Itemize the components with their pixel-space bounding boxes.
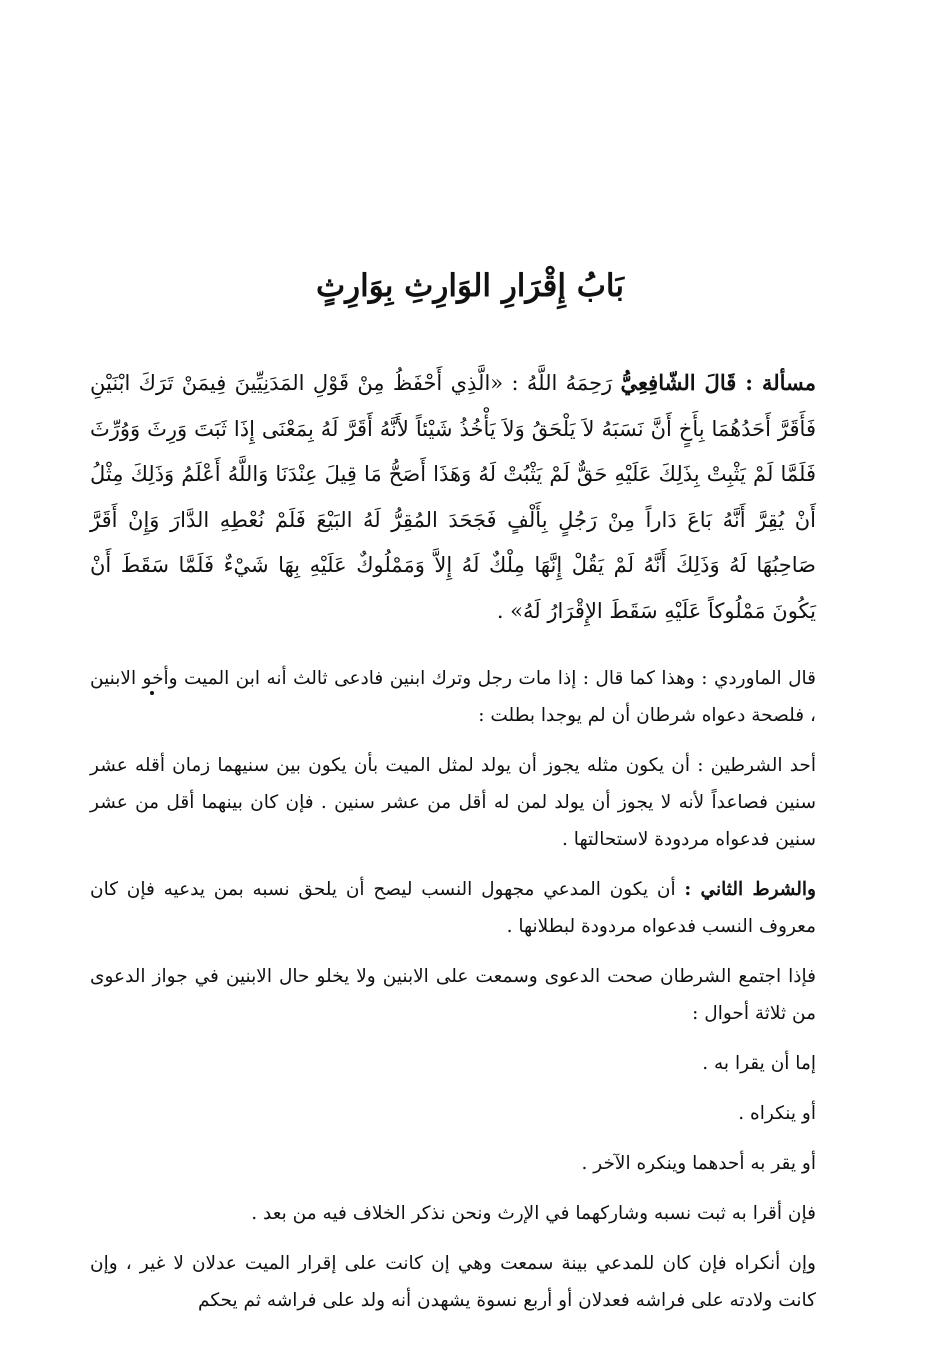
masala-text: رَحِمَهُ اللَّهُ : «الَّذِي أَحْفَظُ مِنْ قَوْلِ المَدَنِيِّينَ فِيمَنْ تَرَكَ ابْنَيْنِ فَأَقَرَّ أَحَدُهُمَا بِأَخٍ أَنَّ نَسَبَهُ لاَ يَلْحَقُ وَلاَ يَأْخُذُ شَيْئاً لأَنَّهُ أَقَرَّ لَهُ بِمَعْنَى إِذَا ثَبَتَ وَرِثَ وَوُرِّثَ فَلَمَّا لَمْ يَثْبِتْ بِذَلِكَ عَلَيْهِ حَقٌّ لَمْ يَثْبُتْ لَهُ وَهَذَا أَصَحُّ مَا قِيلَ عِنْدَنَا وَاللَّهُ أَعْلَمُ وَذَلِكَ مِثْلُ أَنْ يُقِرَّ أَنَّهُ بَاعَ دَاراً مِنْ رَجُلٍ بِأَلْفٍ فَجَحَدَ المُقِرُّ لَهُ البَيْعَ فَلَمْ نُعْطِهِ الدَّارَ وَإِنْ أَقَرَّ صَاحِبُهَا لَهُ وَذَلِكَ أَنَّهُ لَمْ يَقُلْ إِنَّهَا مِلْكٌ لَهُ إِلاَّ وَمَمْلُوكٌ عَلَيْهِ بِهَا شَيْءٌ فَلَمَّا سَقَطَ أَنْ يَكُونَ مَمْلُوكاً عَلَيْهِ سَقَطَ الإِقْرَارُ لَهُ» . <box>90 371 816 623</box>
paragraph-text: قال الماوردي : وهذا كما قال : إذا مات رجل وترك ابنين فادعى ثالث أنه ابن الميت وأخو الابنين ، فلصحة دعواه شرطان أن لم يوجدا بطلت : <box>90 668 816 726</box>
masala-paragraph <box>90 360 846 634</box>
body-text <box>90 360 846 1332</box>
paragraph-both-confirm <box>90 1195 846 1232</box>
list-item-case-2 <box>90 1095 846 1132</box>
paragraph-intro <box>90 660 846 734</box>
paragraph-text: فإن أقرا به ثبت نسبه وشاركهما في الإرث ونحن نذكر الخلاف فيه من بعد . <box>251 1203 816 1224</box>
paragraph-text: وإن أنكراه فإن كان للمدعي بينة سمعت وهي إن كانت على إقرار الميت عدلان لا غير ، وإن كانت ولادته على فراشه فعدلان أو أربع نسوة يشهدن أنه ولد على فراشه ثم يحكم <box>90 1253 816 1311</box>
paragraph-both-deny <box>90 1245 846 1319</box>
paragraph-text: فإذا اجتمع الشرطان صحت الدعوى وسمعت على الابنين ولا يخلو حال الابنين في جواز الدعوى من ثلاثة أحوال : <box>90 966 816 1024</box>
paragraph-text: أن يكون المدعي مجهول النسب ليصح أن يلحق نسبه بمن يدعيه فإن كان معروف النسب فدعواه مردودة لبطلانها . <box>90 879 816 937</box>
paragraph-text: أو ينكراه . <box>738 1103 816 1124</box>
list-item-case-3 <box>90 1145 846 1182</box>
paragraph-three-cases <box>90 958 846 1032</box>
masala-lead: مسألة : قَالَ الشّافِعِيُّ <box>620 370 816 395</box>
paragraph-second-condition <box>90 871 846 945</box>
paragraph-text: أحد الشرطين : أن يكون مثله يجوز أن يولد لمثل الميت بأن يكون بين سنيهما زمان أقله عشر سنين فصاعداً لأنه لا يجوز أن يولد لمن له أقل من عشر سنين . فإن كان بينهما أقل من عشر سنين فدعواه مردودة لاستحالتها . <box>90 755 816 850</box>
paragraph-text: إما أن يقرا به . <box>702 1053 816 1074</box>
stray-dot-mark <box>150 691 154 695</box>
chapter-title: بَابُ إِقْرَارِ الوَارِثِ بِوَارِثٍ <box>315 268 624 304</box>
list-item-case-1 <box>90 1045 846 1082</box>
paragraph-lead: والشرط الثاني : <box>684 879 816 900</box>
paragraph-first-condition <box>90 747 846 858</box>
paragraph-text: أو يقر به أحدهما وينكره الآخر . <box>581 1153 816 1174</box>
